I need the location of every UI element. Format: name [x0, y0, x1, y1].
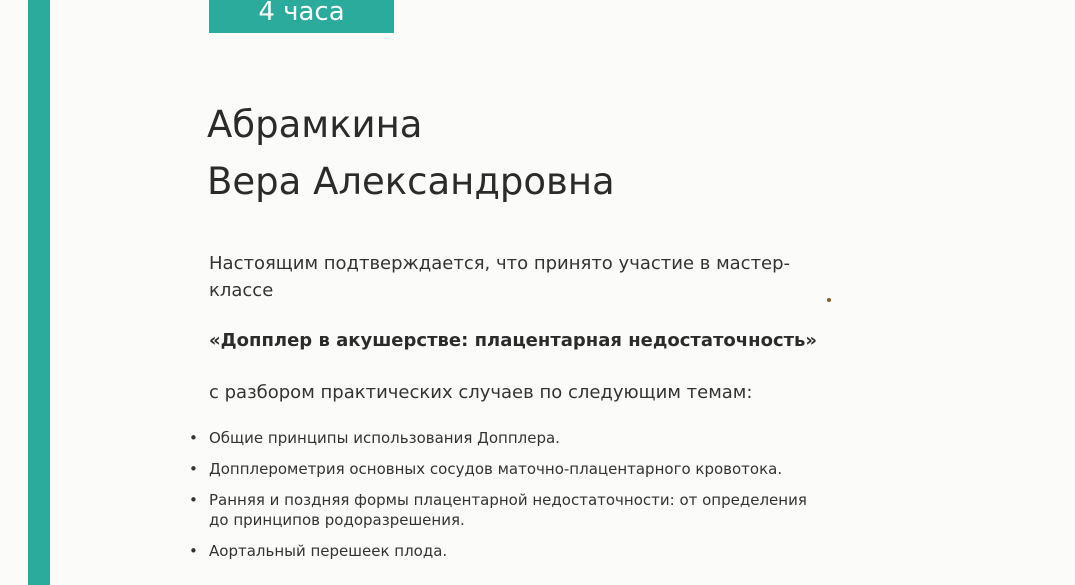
recipient-surname: Абрамкина — [207, 103, 423, 146]
confirmation-text — [209, 250, 869, 304]
topic-text: Аортальный перешеек плода. — [209, 542, 448, 560]
bullet-icon: • — [189, 460, 198, 478]
list-item — [187, 459, 907, 479]
list-item — [187, 541, 907, 561]
topics-list — [187, 428, 907, 572]
topic-text: Ранняя и поздняя формы плацентарной недостаточности: от определения — [209, 491, 807, 509]
bullet-icon: • — [189, 491, 198, 509]
accent-stripe — [28, 0, 50, 585]
confirmation-line: классе — [209, 280, 274, 301]
recipient-given-names: Вера Александровна — [207, 160, 615, 203]
confirmation-line: Настоящим подтверждается, что принято участие в мастер- — [209, 253, 791, 274]
topic-text: Допплерометрия основных сосудов маточно-плацентарного кровотока. — [209, 460, 783, 478]
topic-text: Общие принципы использования Допплера. — [209, 429, 560, 447]
course-title: «Допплер в акушерстве: плацентарная недостаточность» — [209, 330, 818, 351]
hours-badge-label: 4 часа — [258, 0, 345, 27]
topic-text: до принципов родоразрешения. — [209, 511, 465, 529]
bullet-icon: • — [189, 429, 198, 447]
paper-speck — [827, 298, 831, 302]
list-item — [187, 490, 907, 530]
bullet-icon: • — [189, 542, 198, 560]
topics-intro: с разбором практических случаев по следующим темам: — [209, 382, 753, 403]
hours-badge — [209, 0, 394, 33]
recipient-name — [207, 96, 615, 210]
list-item — [187, 428, 907, 448]
